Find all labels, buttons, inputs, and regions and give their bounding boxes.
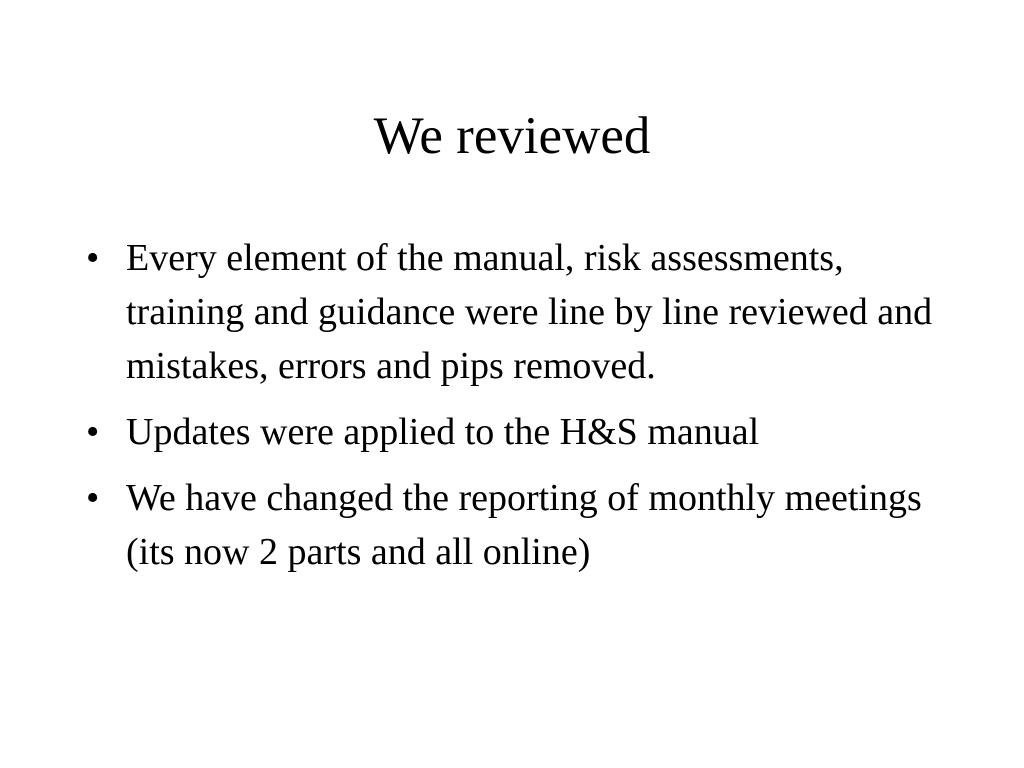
- bullet-dot-icon: •: [86, 411, 100, 453]
- bullet-text: Every element of the manual, risk assessments, training and guidance were line by line reviewed and mistakes, errors and pips removed.: [126, 237, 933, 387]
- bullet-item: [86, 405, 946, 459]
- bullet-list: [86, 231, 946, 591]
- slide-title: We reviewed: [373, 107, 651, 165]
- bullet-item: [86, 471, 946, 579]
- bullet-item: [86, 231, 946, 393]
- bullet-text: We have changed the reporting of monthly meetings (its now 2 parts and all online): [126, 477, 922, 573]
- bullet-text: Updates were applied to the H&S manual: [126, 411, 760, 453]
- bullet-dot-icon: •: [86, 237, 100, 279]
- bullet-dot-icon: •: [86, 477, 100, 519]
